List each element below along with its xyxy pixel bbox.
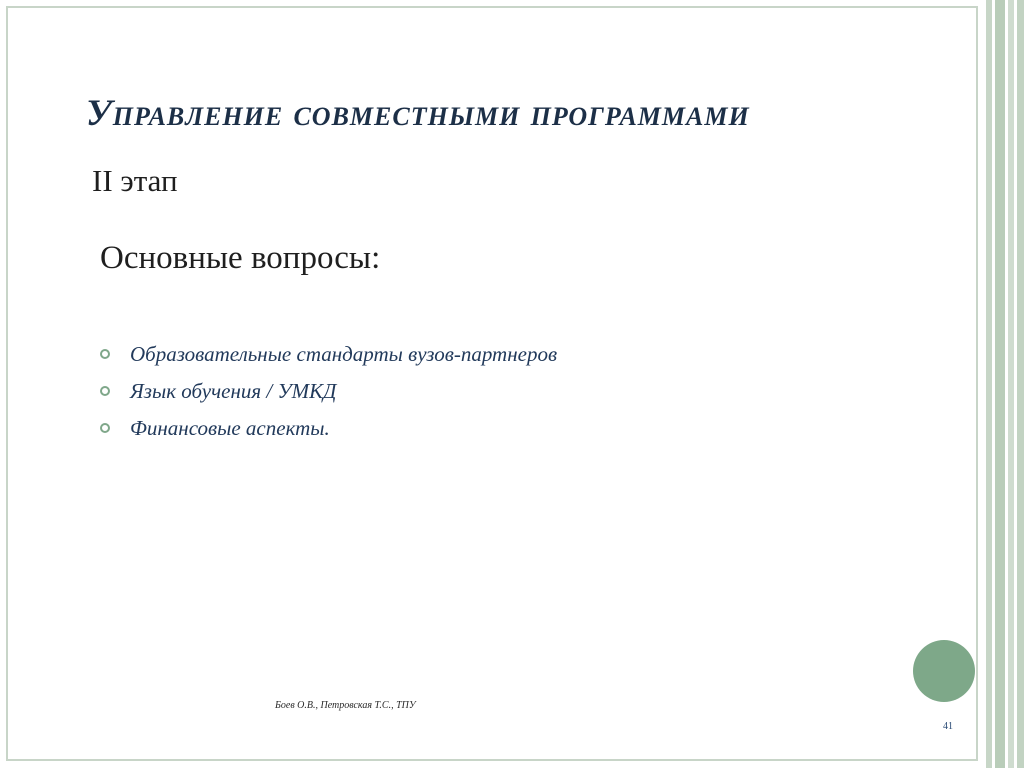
bullet-item [100, 339, 557, 376]
decor-stripe [1008, 0, 1014, 768]
section-heading: Основные вопросы: [100, 240, 381, 276]
bullet-icon [100, 349, 110, 359]
decor-stripe [986, 0, 992, 768]
bullet-icon [100, 386, 110, 396]
footer-authors: Боев О.В., Петровская Т.С., ТПУ [275, 700, 416, 711]
bullet-icon [100, 423, 110, 433]
bullet-item [100, 413, 557, 450]
decor-circle [913, 640, 975, 702]
bullet-list [100, 339, 557, 450]
bullet-text: Язык обучения / УМКД [130, 379, 337, 403]
bullet-item [100, 376, 557, 413]
bullet-text: Образовательные стандарты вузов-партнеров [130, 342, 558, 366]
slide-subtitle: II этап [92, 163, 178, 198]
decor-stripe [995, 0, 1005, 768]
page-number: 41 [943, 721, 953, 732]
slide-title: Управление совместными программами [86, 93, 750, 134]
decor-stripe [1017, 0, 1024, 768]
bullet-text: Финансовые аспекты. [130, 416, 330, 440]
